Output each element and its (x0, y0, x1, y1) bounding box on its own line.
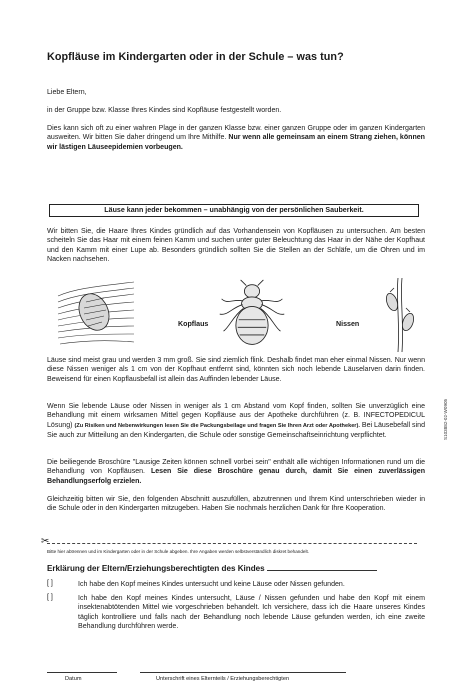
paragraph-5 (47, 458, 425, 486)
declaration-title (47, 563, 417, 573)
paragraph-5-bold: Lesen Sie diese Broschüre genau durch, damit Sie einen zuverlässigen Behandlungserfolg erzielen. (47, 468, 425, 485)
paragraph-1-text: Dies kann sich oft zu einer wahren Plage in der ganzen Klasse bzw. einer ganzen Gruppe oder im ganzen Kindergarten ausweiten. Wir bitten Sie daher dringend um Ihre Mithilfe. (47, 125, 425, 142)
parent-signature-line[interactable] (140, 672, 346, 673)
paragraph-1-bold: Nur wenn alle gemeinsam an einem Strang ziehen, können wir lästigen Läuseepidemien vorbeugen. (47, 134, 425, 151)
declaration-title-text: Erklärung der Eltern/Erziehungsberechtigten des Kindes (47, 564, 265, 573)
paragraph-4 (47, 402, 425, 441)
parent-signature-label: Unterschrift eines Elternteils / Erziehungsberechtigten (156, 676, 290, 682)
paragraph-4-text-b: Bei Läusebefall sind Sie auch zur Mitteilung an den Kindergarten, die Schule oder sonstige Gemeinschaftseinrichtung verpflichtet. (47, 421, 425, 440)
paragraph-6: Gleichzeitig bitten wir Sie, den folgenden Abschnitt auszufüllen, abzutrennen und Ihrem Kind unterschrieben wieder in die Schule oder in den Kindergarten mitzugeben. Haben Sie nochmals herzlichen Dank für Ihre Kooperation. (47, 496, 425, 513)
salutation: Liebe Eltern, (47, 89, 87, 96)
scissors-icon: ✂ (41, 536, 50, 547)
date-signature-line[interactable] (47, 672, 117, 673)
checkbox-option-2[interactable]: [ ] (47, 594, 53, 601)
option-2-text: Ich habe den Kopf meines Kindes untersucht, Läuse / Nissen gefunden und habe den Kopf mit einem insektenabtötenden Mittel wie vorgeschrieben behandelt. Ich versichere, dass ich die Haare unseres Kindes täglich kontrolliere und falls nach der Behandlung noch lebende Läuse gefunden werden, ich eine zweite Behandlung durchführen werde. (78, 595, 425, 631)
paragraph-3: Läuse sind meist grau und werden 3 mm groß. Sie sind ziemlich flink. Deshalb findet man eher einmal Nissen. Nur wenn diese Nissen weniger als 1 cm von der Kopfhaut entfernt sind, könnten sich noch lebende Läuselarven darin finden. Beweisend für einen Kopflausbefall ist allein das Auffinden lebender Läuse. (47, 357, 425, 383)
louse-on-hair-illustration (56, 278, 136, 352)
caption-nissen: Nissen (336, 320, 360, 328)
louse-illustration (214, 278, 290, 352)
intro-text: in der Gruppe bzw. Klasse Ihres Kindes sind Kopfläuse festgestellt worden. (47, 107, 282, 114)
caption-kopflaus: Kopflaus (178, 320, 209, 328)
paragraph-4-disclaimer: (Zu Risiken und Nebenwirkungen lesen Sie die Packungsbeilage und fragen Sie Ihren Arzt oder Apotheker). (74, 422, 360, 429)
child-name-field[interactable] (267, 563, 377, 571)
paragraph-1 (47, 124, 425, 152)
paragraph-4-text-a: Wenn Sie lebende Läuse oder Nissen in weniger als 1 cm Abstand vom Kopf finden, sollten Sie unverzüglich eine Behandlung mit einem wirksamen Mittel gegen Kopfläuse aus der Apotheke durchführen (z. B. INFECTOPEDICUL Lösung) (47, 403, 425, 429)
paragraph-2: Wir bitten Sie, die Haare Ihres Kindes gründlich auf das Vorhandensein von Kopfläusen zu untersuchen. Am besten scheiteln Sie das Haar mit einem feinen Kamm und suchen unter guter Beleuchtung das Haar in der Nähe der Kopfhaut und den Kamm mit einer Lupe ab. Besonders gründlich sollten Sie die Stellen an der Schläfe, um die Ohren und im Nacken nachsehen. (47, 228, 425, 264)
date-label: Datum (65, 676, 82, 682)
paragraph-5-text: Die beiliegende Broschüre "Lausige Zeiten können schnell vorbei sein" enthält alle wichtigen Informationen rund um die Behandlung von Kopfläusen. (47, 459, 425, 476)
document-code: S103882-02-W0905 (443, 398, 448, 440)
nits-illustration (378, 278, 418, 352)
option-1-text: Ich habe den Kopf meines Kindes untersucht und keine Läuse oder Nissen gefunden. (78, 581, 345, 588)
cut-line (47, 543, 417, 544)
checkbox-option-1[interactable]: [ ] (47, 580, 53, 587)
page-title: Kopfläuse im Kindergarten oder in der Schule – was tun? (47, 51, 344, 63)
cut-note: Bitte hier abtrennen und im Kindergarten oder in der Schule abgeben. Ihre Angaben werden selbstverständlich diskret behandelt. (47, 549, 310, 554)
boxed-notice: Läuse kann jeder bekommen – unabhängig von der persönlichen Sauberkeit. (49, 204, 419, 217)
